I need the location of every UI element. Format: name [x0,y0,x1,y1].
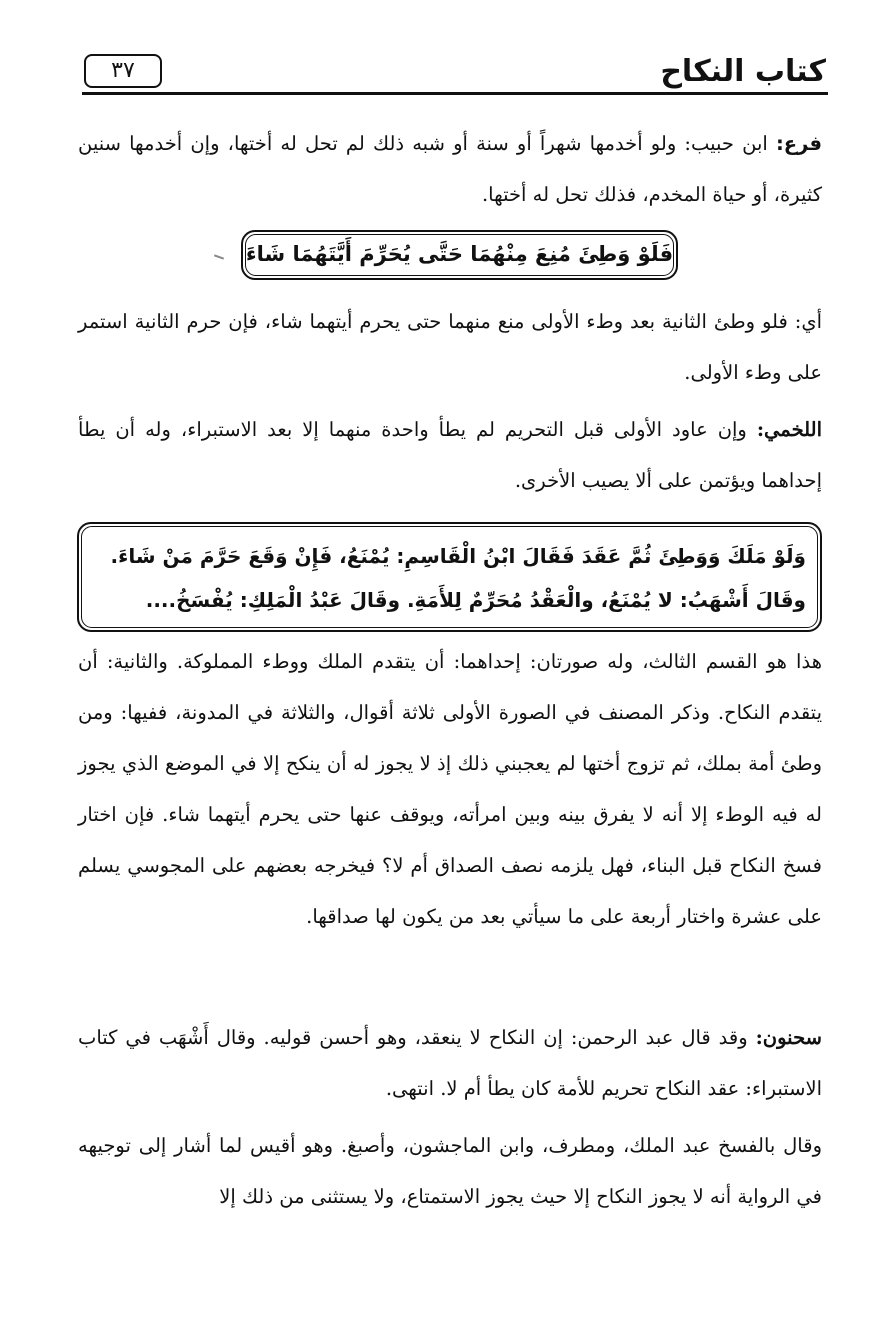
chapter-title: كتاب النكاح [660,54,826,89]
paragraph-lakhmi [78,404,822,506]
margin-mark [214,254,224,259]
paragraph-sahnun [78,1012,822,1114]
header-rule [82,92,828,95]
matn-box-2 [77,522,822,632]
matn-line-1: وَلَوْ مَلَكَ وَوَطِئَ ثُمَّ عَقَدَ فَقَالَ ابْنُ الْقَاسِمِ: يُمْنَعُ، فَإِنْ وَقَعَ حَرَّمَ مَنْ شَاءَ. [110,544,806,568]
matn-box-1 [241,230,678,280]
paragraph-label: اللخمي: [756,418,822,441]
paragraph-text: أي: فلو وطئ الثانية بعد وطء الأولى منع منهما حتى يحرم أيتهما شاء، فإن حرم الثانية استمر على وطء الأولى. [78,310,822,384]
paragraph-text: ابن حبيب: ولو أخدمها شهراً أو سنة أو شبه ذلك لم تحل له أختها، وإن أخدمها سنين كثيرة، أو حياة المخدم، فذلك تحل له أختها. [78,132,822,206]
page-header [82,52,828,96]
paragraph-text: وإن عاود الأولى قبل التحريم لم يطأ واحدة منهما إلا بعد الاستبراء، وله أن يطأ إحداهما ويؤتمن على ألا يصيب الأخرى. [78,418,822,492]
paragraph-far [78,118,822,220]
matn-text: فَلَوْ وَطِئَ مُنِعَ مِنْهُمَا حَتَّى يُحَرِّمَ أَيَّتَهُمَا شَاءَ [245,242,674,266]
paragraph-label: سحنون: [755,1026,822,1049]
paragraph-faskh [78,1120,822,1222]
paragraph-third-section [78,636,822,942]
page-number: ٣٧ [84,54,162,88]
paragraph-text: وقال بالفسخ عبد الملك، ومطرف، وابن الماجشون، وأصبغ. وهو أقيس لما أشار إلى توجيهه في الرواية أنه لا يجوز النكاح إلا حيث يجوز الاستمتاع، ولا يستثنى من ذلك إلا [78,1134,822,1208]
paragraph-explanation [78,296,822,398]
paragraph-label: فرع: [775,132,822,155]
paragraph-text: هذا هو القسم الثالث، وله صورتان: إحداهما: أن يتقدم الملك ووطء المملوكة. والثانية: أن يتقدم النكاح. وذكر المصنف في الصورة الأولى ثلاثة أقوال، والثلاثة في المدونة، ففيها: ومن وطئ أمة بملك، ثم تزوج أختها لم يعجبني ذلك إذ لا يجوز له أن ينكح إلا في الموضع الذي يجوز له فيه الوطء إلا أنه لا يفرق بينه وبين امرأته، ويوقف عنها حتى يحرم أيتهما شاء. فإن اختار فسخ النكاح قبل البناء، فهل يلزمه نصف الصداق أم لا؟ فيخرجه بعضهم على المجوسي يسلم على عشرة واختار أربعة على ما سيأتي بعد من يكون لها صداقها. [78,650,822,928]
paragraph-text: وقد قال عبد الرحمن: إن النكاح لا ينعقد، وهو أحسن قوليه. وقال أَشْهَب في كتاب الاستبراء: عقد النكاح تحريم للأمة كان يطأ أم لا. انتهى. [78,1026,822,1100]
matn-line-2: وقَالَ أَشْهَبُ: لا يُمْنَعُ، والْعَقْدُ مُحَرِّمٌ لِلأَمَةِ. وقَالَ عَبْدُ الْمَلِكِ: يُفْسَخُ.... [145,588,806,612]
